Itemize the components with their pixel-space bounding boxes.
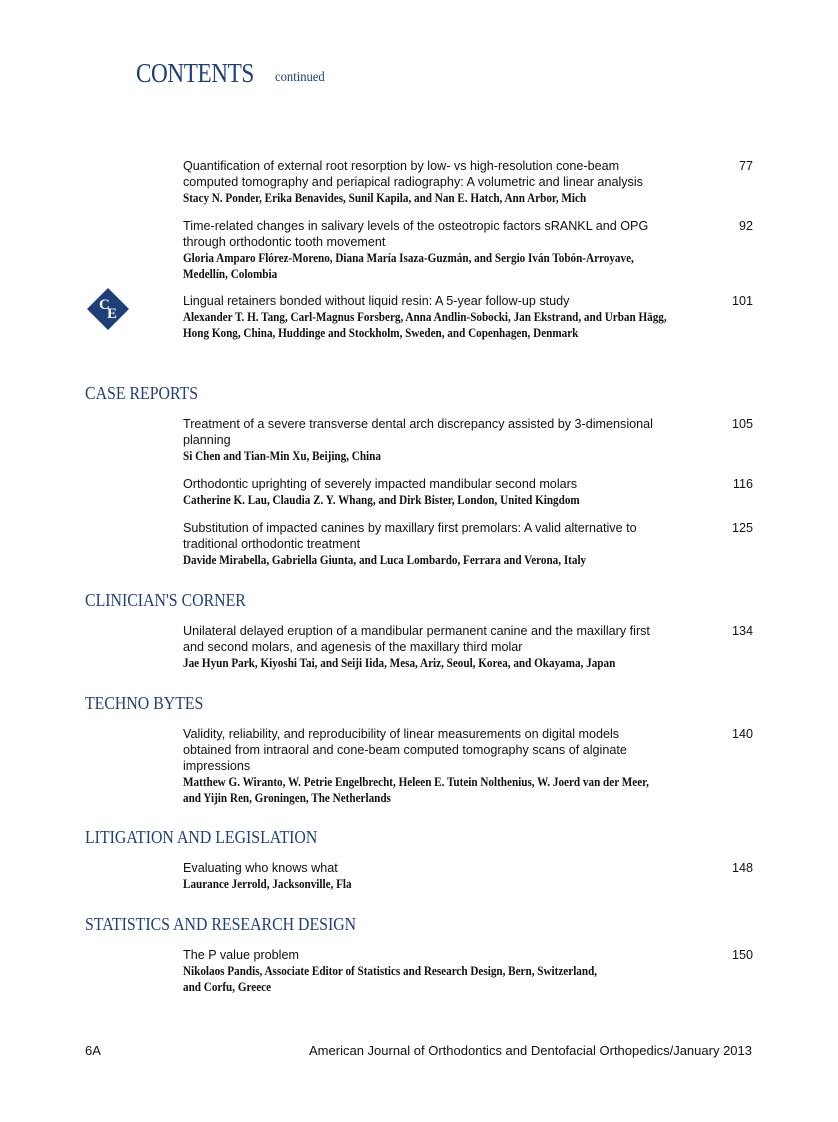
page-subtitle: continued (275, 70, 325, 85)
page-number: 125 (731, 521, 753, 535)
article-authors-line: Si Chen and Tian-Min Xu, Beijing, China (183, 449, 381, 463)
article-authors-line: Medellín, Colombia (183, 267, 278, 281)
article-title-line: traditional orthodontic treatment (183, 537, 361, 551)
page-number: 148 (731, 861, 753, 875)
article-title-line: Substitution of impacted canines by maxillary first premolars: A valid alternative to (183, 521, 637, 535)
svg-text:C: C (99, 297, 110, 313)
article-title-line: through orthodontic tooth movement (183, 235, 386, 249)
article-title-line: Orthodontic uprighting of severely impacted mandibular second molars (183, 477, 578, 491)
article-authors-line: Gloria Amparo Flórez-Moreno, Diana María Isaza-Guzmán, and Sergio Iván Tobón-Arroyave, (183, 251, 634, 265)
page-number: 140 (731, 727, 753, 741)
article-authors-line: Jae Hyun Park, Kiyoshi Tai, and Seiji Iida, Mesa, Ariz, Seoul, Korea, and Okayama, Japan (183, 656, 616, 670)
section-heading: CASE REPORTS (85, 383, 199, 403)
toc-entry[interactable] (183, 623, 753, 671)
page-number: 105 (731, 417, 753, 431)
article-authors-line: Hong Kong, China, Huddinge and Stockholm, Sweden, and Copenhagen, Denmark (183, 326, 579, 340)
svg-text:E: E (107, 306, 118, 322)
toc-entry[interactable] (183, 476, 753, 508)
toc-entry[interactable] (183, 416, 753, 464)
article-authors-line: Alexander T. H. Tang, Carl-Magnus Forsberg, Anna Andlin-Sobocki, Jan Ekstrand, and Urban Hägg, (183, 310, 667, 324)
footer-page-number: 6A (85, 1043, 101, 1058)
article-title-line: and second molars, and agenesis of the maxillary third molar (183, 640, 523, 654)
toc-entry[interactable] (183, 860, 753, 892)
section-heading: CLINICIAN'S CORNER (85, 590, 246, 610)
page-number: 92 (738, 219, 753, 233)
page-title: CONTENTS (136, 58, 254, 88)
article-title-line: obtained from intraoral and cone-beam computed tomography scans of alginate (183, 743, 627, 757)
article-title-line: impressions (183, 759, 251, 773)
article-title-line: Lingual retainers bonded without liquid resin: A 5-year follow-up study (183, 294, 570, 308)
page-number: 150 (731, 948, 753, 962)
article-title-line: Time-related changes in salivary levels of the osteotropic factors sRANKL and OPG (183, 219, 649, 233)
article-authors-line: Stacy N. Ponder, Erika Benavides, Sunil Kapila, and Nan E. Hatch, Ann Arbor, Mich (183, 191, 587, 205)
toc-entry[interactable] (183, 218, 753, 282)
article-title-line: computed tomography and periapical radiography: A volumetric and linear analysis (183, 175, 643, 189)
page-number: 134 (731, 624, 753, 638)
article-authors-line: and Yijin Ren, Groningen, The Netherlands (183, 791, 391, 805)
page-number: 101 (731, 294, 753, 308)
page-header (136, 58, 325, 89)
article-authors-line: Catherine K. Lau, Claudia Z. Y. Whang, and Dirk Bister, London, United Kingdom (183, 493, 580, 507)
article-title-line: Treatment of a severe transverse dental arch discrepancy assisted by 3-dimensional (183, 417, 653, 431)
section-heading: TECHNO BYTES (85, 693, 204, 713)
footer-journal: American Journal of Orthodontics and Dentofacial Orthopedics/January 2013 (309, 1043, 752, 1058)
toc-entry[interactable] (183, 293, 753, 341)
toc-entry[interactable] (183, 158, 753, 206)
ce-credit-icon (87, 288, 129, 330)
section-heading: STATISTICS AND RESEARCH DESIGN (85, 914, 357, 934)
article-title-line: Quantification of external root resorption by low- vs high-resolution cone-beam (183, 159, 620, 173)
article-authors-line: Matthew G. Wiranto, W. Petrie Engelbrecht, Heleen E. Tutein Nolthenius, W. Joerd van der Meer, (183, 775, 649, 789)
toc-entry[interactable] (183, 520, 753, 568)
article-authors-line: and Corfu, Greece (183, 980, 272, 994)
article-title-line: planning (183, 433, 231, 447)
section-heading: LITIGATION AND LEGISLATION (85, 827, 318, 847)
page-number: 77 (738, 159, 753, 173)
article-title-line: Evaluating who knows what (183, 861, 338, 875)
toc-entry[interactable] (183, 947, 753, 995)
article-authors-line: Davide Mirabella, Gabriella Giunta, and Luca Lombardo, Ferrara and Verona, Italy (183, 553, 587, 567)
article-authors-line: Laurance Jerrold, Jacksonville, Fla (183, 877, 352, 891)
page-number: 116 (732, 477, 753, 491)
article-title-line: The P value problem (183, 948, 299, 962)
article-title-line: Unilateral delayed eruption of a mandibular permanent canine and the maxillary first (183, 624, 650, 638)
article-authors-line: Nikolaos Pandis, Associate Editor of Statistics and Research Design, Bern, Switzerland, (183, 964, 598, 978)
article-title-line: Validity, reliability, and reproducibility of linear measurements on digital models (183, 727, 620, 741)
toc-entry[interactable] (183, 726, 753, 806)
